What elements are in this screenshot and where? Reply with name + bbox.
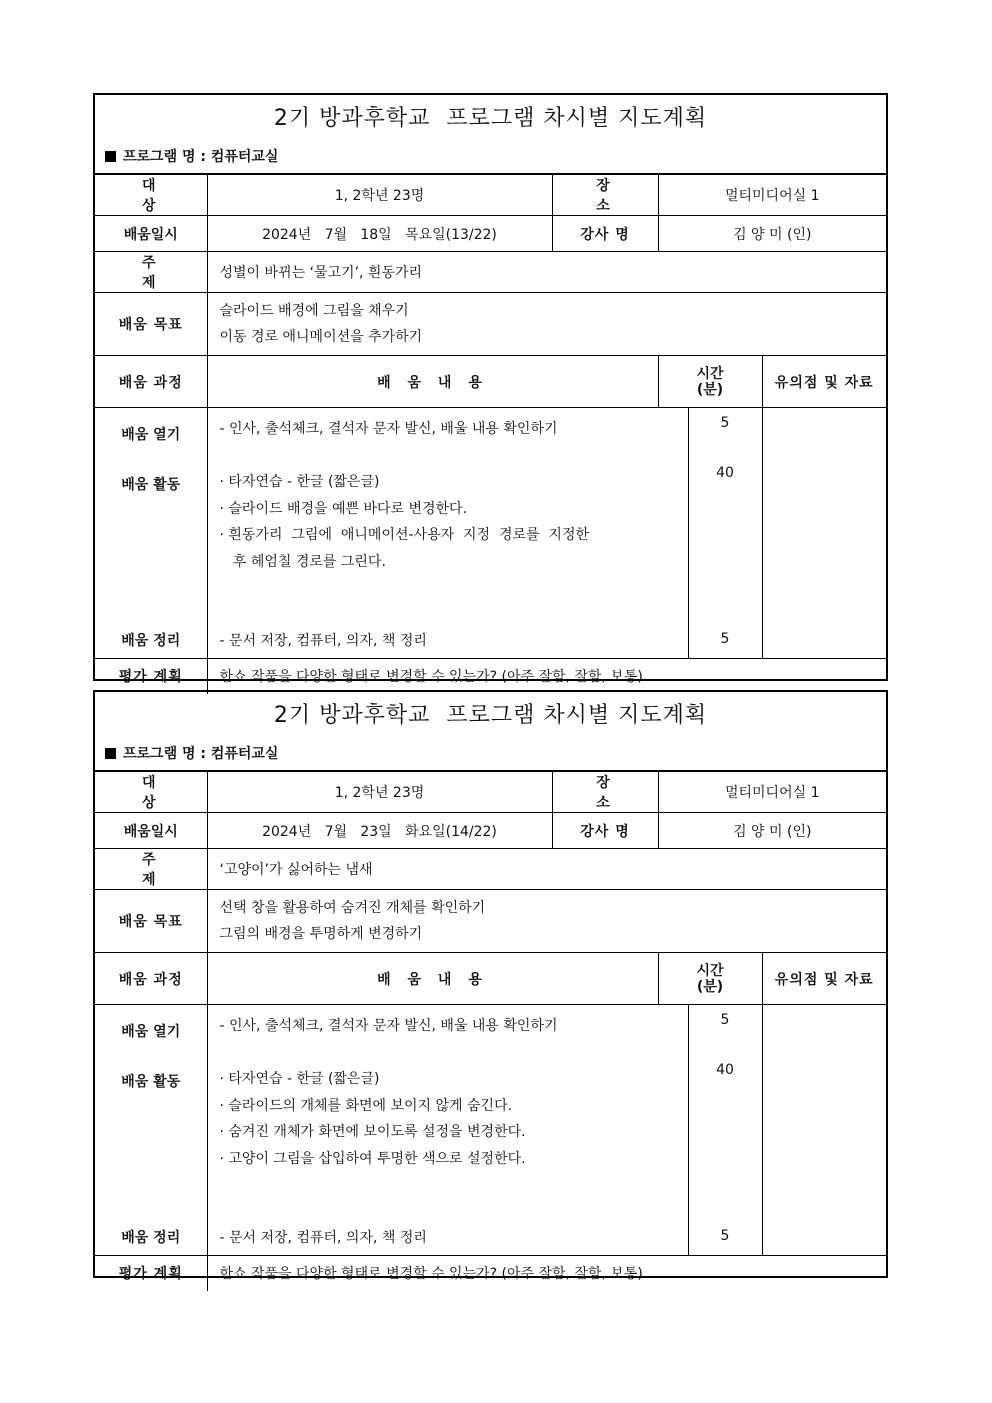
date-label: 배움일시 xyxy=(95,216,207,252)
notes-cell xyxy=(762,1005,886,1256)
date-value: 2024년 7월 23일 화요일(14/22) xyxy=(207,813,552,849)
stage-open: 배움 열기 xyxy=(121,427,181,443)
close-content: - 문서 저장, 컴퓨터, 의자, 책 정리 xyxy=(219,1230,427,1246)
goal-item: 슬라이드 배경에 그림을 채우기 xyxy=(219,303,409,319)
notes-cell xyxy=(762,408,886,659)
topic-value: ‘고양이’가 싫어하는 냄새 xyxy=(207,849,886,890)
process-content xyxy=(207,408,688,659)
notes-label: 유의점 및 자료 xyxy=(762,953,886,1005)
time-label-line: 시간 xyxy=(696,962,724,979)
stage-close: 배움 정리 xyxy=(121,633,181,649)
stage-activity: 배움 활동 xyxy=(121,1074,181,1090)
activity-line: · 흰동가리 그림에 애니메이션-사용자 지정 경로를 지정한 xyxy=(219,527,590,543)
activity-line: · 타자연습 - 한글 (짧은글) xyxy=(219,474,380,490)
stage-activity: 배움 활동 xyxy=(121,477,181,493)
time-label xyxy=(658,356,762,408)
goal-list xyxy=(207,890,886,953)
place-value: 멀티미디어실 1 xyxy=(658,175,886,216)
program-name xyxy=(105,743,278,763)
stage-open: 배움 열기 xyxy=(121,1024,181,1040)
time-activity: 40 xyxy=(716,1062,734,1078)
topic-value: 성별이 바뀌는 ‘물고기’, 흰동가리 xyxy=(207,252,886,293)
teacher-value: 김 양 미 (인) xyxy=(658,813,886,849)
teacher-value: 김 양 미 (인) xyxy=(658,216,886,252)
topic-label: 주 제 xyxy=(95,849,207,890)
place-value: 멀티미디어실 1 xyxy=(658,772,886,813)
open-content: - 인사, 출석체크, 결석자 문자 발신, 배울 내용 확인하기 xyxy=(219,1018,558,1034)
time-label-unit: (분) xyxy=(696,381,724,398)
time-close: 5 xyxy=(720,1228,730,1244)
target-value: 1, 2학년 23명 xyxy=(207,175,552,216)
teacher-label: 강사 명 xyxy=(552,216,658,252)
date-value: 2024년 7월 18일 목요일(13/22) xyxy=(207,216,552,252)
time-label-line: 시간 xyxy=(696,365,724,382)
goal-list xyxy=(207,293,886,356)
target-label: 대 상 xyxy=(95,772,207,813)
time-label-unit: (분) xyxy=(696,978,724,995)
process-stages xyxy=(95,1005,207,1256)
eval-value: 한쇼 작품을 다양한 형태로 변경할 수 있는가? (아주 잘함, 잘함, 보통) xyxy=(207,1256,886,1291)
stage-close: 배움 정리 xyxy=(121,1230,181,1246)
eval-label: 평가 계획 xyxy=(95,1256,207,1291)
time-open: 5 xyxy=(720,1012,730,1028)
goal-item: 이동 경로 애니메이션을 추가하기 xyxy=(219,329,423,345)
program-name xyxy=(105,146,278,166)
close-content: - 문서 저장, 컴퓨터, 의자, 책 정리 xyxy=(219,633,427,649)
activity-line: · 슬라이드의 개체를 화면에 보이지 않게 숨긴다. xyxy=(219,1098,513,1114)
process-label: 배움 과정 xyxy=(95,953,207,1005)
process-label: 배움 과정 xyxy=(95,356,207,408)
square-bullet-icon xyxy=(105,748,116,759)
plan-title: 2기 방과후학교 프로그램 차시별 지도계획 xyxy=(273,703,708,728)
activity-line: · 타자연습 - 한글 (짧은글) xyxy=(219,1071,380,1087)
activity-line: · 숨겨진 개체가 화면에 보이도록 설정을 변경한다. xyxy=(219,1124,526,1140)
target-label: 대 상 xyxy=(95,175,207,216)
activity-line: · 슬라이드 배경을 예쁜 바다로 변경한다. xyxy=(219,501,468,517)
goal-label: 배움 목표 xyxy=(95,293,207,356)
process-times xyxy=(688,408,762,659)
time-close: 5 xyxy=(720,631,730,647)
notes-label: 유의점 및 자료 xyxy=(762,356,886,408)
plan-header xyxy=(95,95,886,174)
goal-label: 배움 목표 xyxy=(95,890,207,953)
open-content: - 인사, 출석체크, 결석자 문자 발신, 배울 내용 확인하기 xyxy=(219,421,558,437)
place-label: 장 소 xyxy=(552,772,658,813)
place-label: 장 소 xyxy=(552,175,658,216)
goal-item: 선택 창을 활용하여 숨겨진 개체를 확인하기 xyxy=(219,900,486,916)
eval-value: 한쇼 작품을 다양한 형태로 변경할 수 있는가? (아주 잘함, 잘함, 보통) xyxy=(207,659,886,694)
plan-title: 2기 방과후학교 프로그램 차시별 지도계획 xyxy=(273,106,708,131)
plan-header xyxy=(95,692,886,771)
target-value: 1, 2학년 23명 xyxy=(207,772,552,813)
lesson-plan-1 xyxy=(93,93,888,686)
process-times xyxy=(688,1005,762,1256)
activity-line: · 고양이 그림을 삽입하여 투명한 색으로 설정한다. xyxy=(219,1151,526,1167)
program-name-text: 프로그램 명 : 컴퓨터교실 xyxy=(123,149,279,165)
time-open: 5 xyxy=(720,415,730,431)
plan-table xyxy=(95,174,886,694)
date-label: 배움일시 xyxy=(95,813,207,849)
topic-label: 주 제 xyxy=(95,252,207,293)
content-label: 배 움 내 용 xyxy=(207,356,658,408)
eval-label: 평가 계획 xyxy=(95,659,207,694)
time-label xyxy=(658,953,762,1005)
goal-item: 그림의 배경을 투명하게 변경하기 xyxy=(219,926,423,942)
square-bullet-icon xyxy=(105,151,116,162)
time-activity: 40 xyxy=(716,465,734,481)
content-label: 배 움 내 용 xyxy=(207,953,658,1005)
activity-line: 후 헤엄칠 경로를 그린다. xyxy=(219,554,386,570)
lesson-plan-2 xyxy=(93,690,888,1283)
process-content xyxy=(207,1005,688,1256)
plan-table xyxy=(95,771,886,1291)
program-name-text: 프로그램 명 : 컴퓨터교실 xyxy=(123,746,279,762)
teacher-label: 강사 명 xyxy=(552,813,658,849)
process-stages xyxy=(95,408,207,659)
